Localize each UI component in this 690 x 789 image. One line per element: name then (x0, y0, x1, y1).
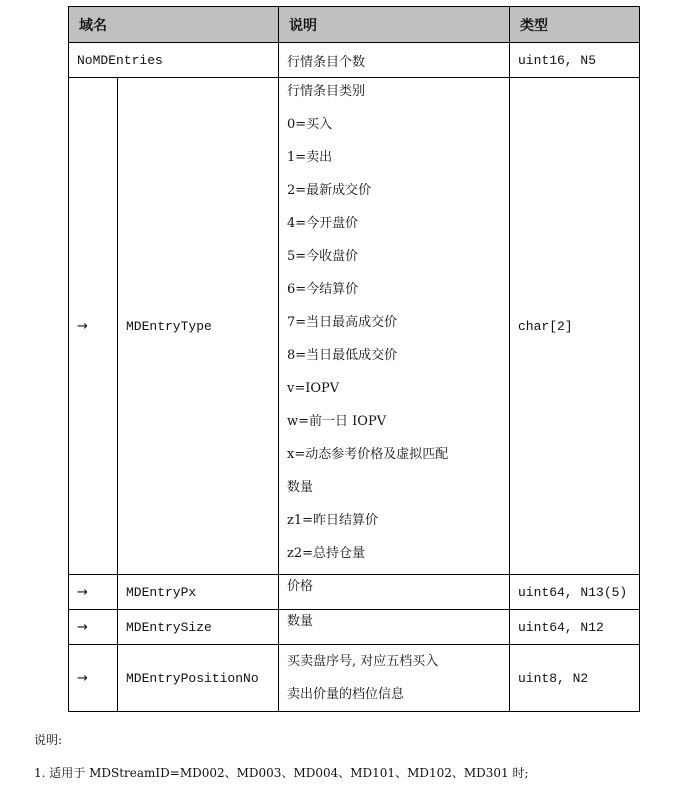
table-header-row (69, 7, 640, 43)
field-desc: 数量 (279, 610, 510, 645)
field-type: uint8, N2 (510, 645, 640, 712)
desc-line: 卖出价量的档位信息 (287, 687, 405, 702)
table-row (69, 78, 640, 575)
repeat-arrow-icon: → (69, 645, 118, 712)
field-type: char[2] (510, 78, 640, 575)
desc-line: 2=最新成交价 (287, 183, 372, 198)
repeat-arrow-icon: → (69, 78, 118, 575)
header-desc: 说明 (279, 7, 510, 43)
desc-line: v=IOPV (287, 381, 340, 396)
repeat-arrow-icon: → (69, 610, 118, 645)
desc-line: 数量 (287, 480, 314, 495)
note-item: 1. 适用于 MDStreamID=MD002、MD003、MD004、MD101、MD102、MD301 时; (34, 766, 529, 780)
desc-line: x=动态参考价格及虚拟匹配 (287, 447, 449, 462)
desc-line: 0=买入 (287, 117, 333, 132)
field-name: MDEntryPx (118, 575, 279, 610)
field-name: MDEntrySize (118, 610, 279, 645)
desc-line: 6=今结算价 (287, 282, 359, 297)
repeat-arrow-icon: → (69, 575, 118, 610)
desc-line: z1=昨日结算价 (287, 513, 379, 528)
notes-title: 说明: (34, 733, 63, 747)
table-row (69, 645, 640, 712)
field-type: uint64, N12 (510, 610, 640, 645)
field-desc (279, 645, 510, 712)
field-type: uint16, N5 (510, 43, 640, 78)
desc-line: 4=今开盘价 (287, 216, 359, 231)
field-name: MDEntryPositionNo (118, 645, 279, 712)
header-field: 域名 (69, 7, 279, 43)
table-row (69, 610, 640, 645)
field-desc: 价格 (279, 575, 510, 610)
header-type: 类型 (510, 7, 640, 43)
desc-line: 8=当日最低成交价 (287, 348, 398, 363)
field-desc (279, 78, 510, 575)
table-row (69, 43, 640, 78)
desc-line: 行情条目类别 (287, 84, 366, 99)
desc-line: w=前一日 IOPV (287, 414, 387, 429)
field-name: NoMDEntries (69, 43, 279, 78)
table-row (69, 575, 640, 610)
desc-line: 7=当日最高成交价 (287, 315, 398, 330)
field-desc: 行情条目个数 (279, 43, 510, 78)
desc-line: 5=今收盘价 (287, 249, 359, 264)
desc-line: z2=总持仓量 (287, 546, 366, 561)
desc-line: 1=卖出 (287, 150, 333, 165)
field-name: MDEntryType (118, 78, 279, 575)
field-type: uint64, N13(5) (510, 575, 640, 610)
field-spec-table (68, 6, 640, 712)
desc-line: 买卖盘序号, 对应五档买入 (287, 654, 439, 669)
